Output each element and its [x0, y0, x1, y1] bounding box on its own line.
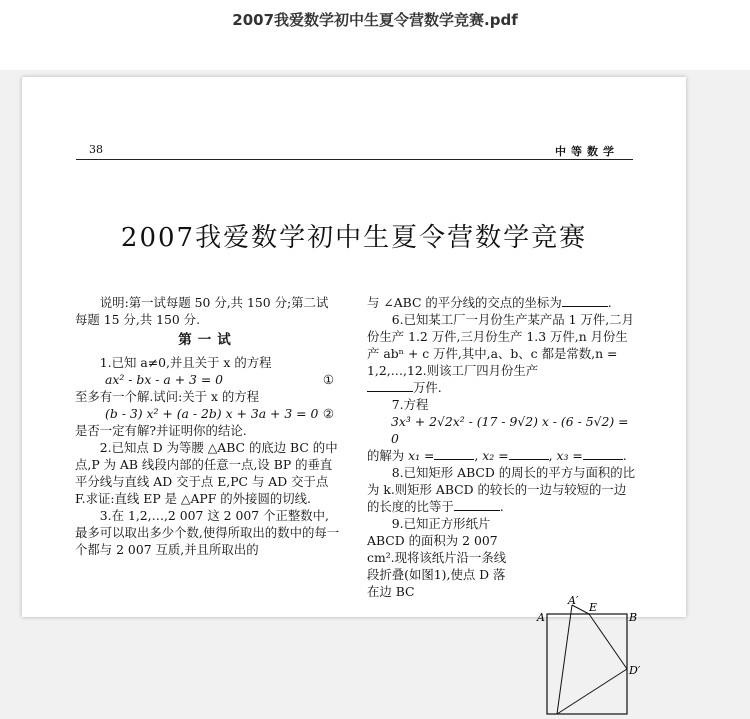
equation-number: ②	[322, 406, 334, 421]
label-A: A	[537, 611, 545, 624]
q1-equation-1	[75, 371, 340, 388]
q1-text: 1.已知 a≠0,并且关于 x 的方程	[99, 355, 272, 370]
q6-end	[367, 379, 637, 396]
equation-text: (b - 3) x² + (a - 2b) x + 3a + 3 = 0	[105, 406, 319, 421]
equation-number: ①	[322, 372, 334, 387]
label-D-prime: D′	[629, 664, 641, 677]
q5-text: 与 ∠ABC 的平分线的交点的坐标为	[367, 295, 562, 310]
label-E: E	[589, 601, 598, 614]
section-heading: 第一试	[178, 332, 237, 348]
pdf-page	[22, 77, 686, 677]
q6-text: 6.已知某工厂一月份生产某产品 1 万件,二月份生产 1.2 万件,三月份生产 1.3 万件,n 月份生产 abⁿ + c 万件,其中,a、b、c 都是常数,n = 1,2,…,12.则该工厂四月份生产	[367, 312, 634, 378]
left-column	[75, 294, 340, 558]
answer-blank	[583, 449, 623, 460]
x2-label: x₂ =	[482, 448, 509, 463]
q1-text-b: 至多有一个解.试问:关于 x 的方程	[75, 389, 260, 404]
answer-blank	[562, 296, 608, 307]
answer-blank	[454, 500, 500, 511]
q7-roots-prefix: 的解为	[367, 448, 405, 463]
file-title: 2007我爱数学初中生夏令营数学竞赛.pdf	[232, 11, 518, 29]
page-title: 2007我爱数学初中生夏令营数学竞赛	[120, 223, 588, 253]
viewer-toolbar	[0, 0, 750, 70]
q9-text: 9.已知正方形纸片 ABCD 的面积为 2 007 cm².现将该纸片沿一条线段折叠(如图1),使点 D 落在边 BC	[367, 516, 507, 599]
right-column	[367, 294, 641, 677]
intro-text: 说明:第一试每题 50 分,共 150 分;第二试每题 15 分,共 150 分.	[75, 295, 329, 327]
journal-name: 中等数学	[555, 145, 619, 158]
q8-text: 8.已知矩形 ABCD 的周长的平方与面积的比为 k.则矩形 ABCD 的较长的一边与较短的一边的长度的比等于 .	[367, 465, 636, 514]
q8-body: 8.已知矩形 ABCD 的周长的平方与面积的比为 k.则矩形 ABCD 的较长的一边与较短的一边的长度的比等于	[367, 465, 636, 514]
x1-label: x₁ =	[408, 448, 435, 463]
folding-figure	[537, 594, 641, 719]
answer-blank	[367, 381, 413, 392]
page-number: 38	[89, 143, 103, 156]
q2-text: 2.已知点 D 为等腰 △ABC 的底边 BC 的中点,P 为 AB 线段内部的任意一点,设 BP 的垂直平分线与直线 AD 交于点 E,PC 与 AD 交于点 F.求证:直线 EP 是 △APF 的外接圆的切线.	[75, 440, 338, 506]
q7-roots: 的解为 x₁ = , x₂ = , x₃ = .	[367, 448, 627, 463]
answer-blank	[434, 449, 474, 460]
q1-equation-2	[75, 405, 340, 422]
q3-text: 3.在 1,2,…,2 007 这 2 007 个正整数中,最多可以取出多少个数,使得所取出的数中的每一个都与 2 007 互质,并且所取出的	[75, 508, 340, 557]
label-A-prime: A′	[568, 594, 579, 607]
label-B: B	[629, 611, 638, 624]
running-header	[76, 143, 633, 160]
q6-unit: 万件.	[413, 380, 442, 395]
q5-end: 与 ∠ABC 的平分线的交点的坐标为 .	[367, 295, 612, 310]
equation-text: ax² - bx - a + 3 = 0	[105, 372, 224, 387]
q7-equation: 3x³ + 2√2x² - (17 - 9√2) x - (6 - 5√2) = 0	[391, 414, 629, 446]
x3-label: x₃ =	[556, 448, 583, 463]
answer-blank	[509, 449, 549, 460]
q7-text: 7.方程	[391, 397, 429, 412]
q1-text-c: 是否一定有解?并证明你的结论.	[75, 423, 247, 438]
